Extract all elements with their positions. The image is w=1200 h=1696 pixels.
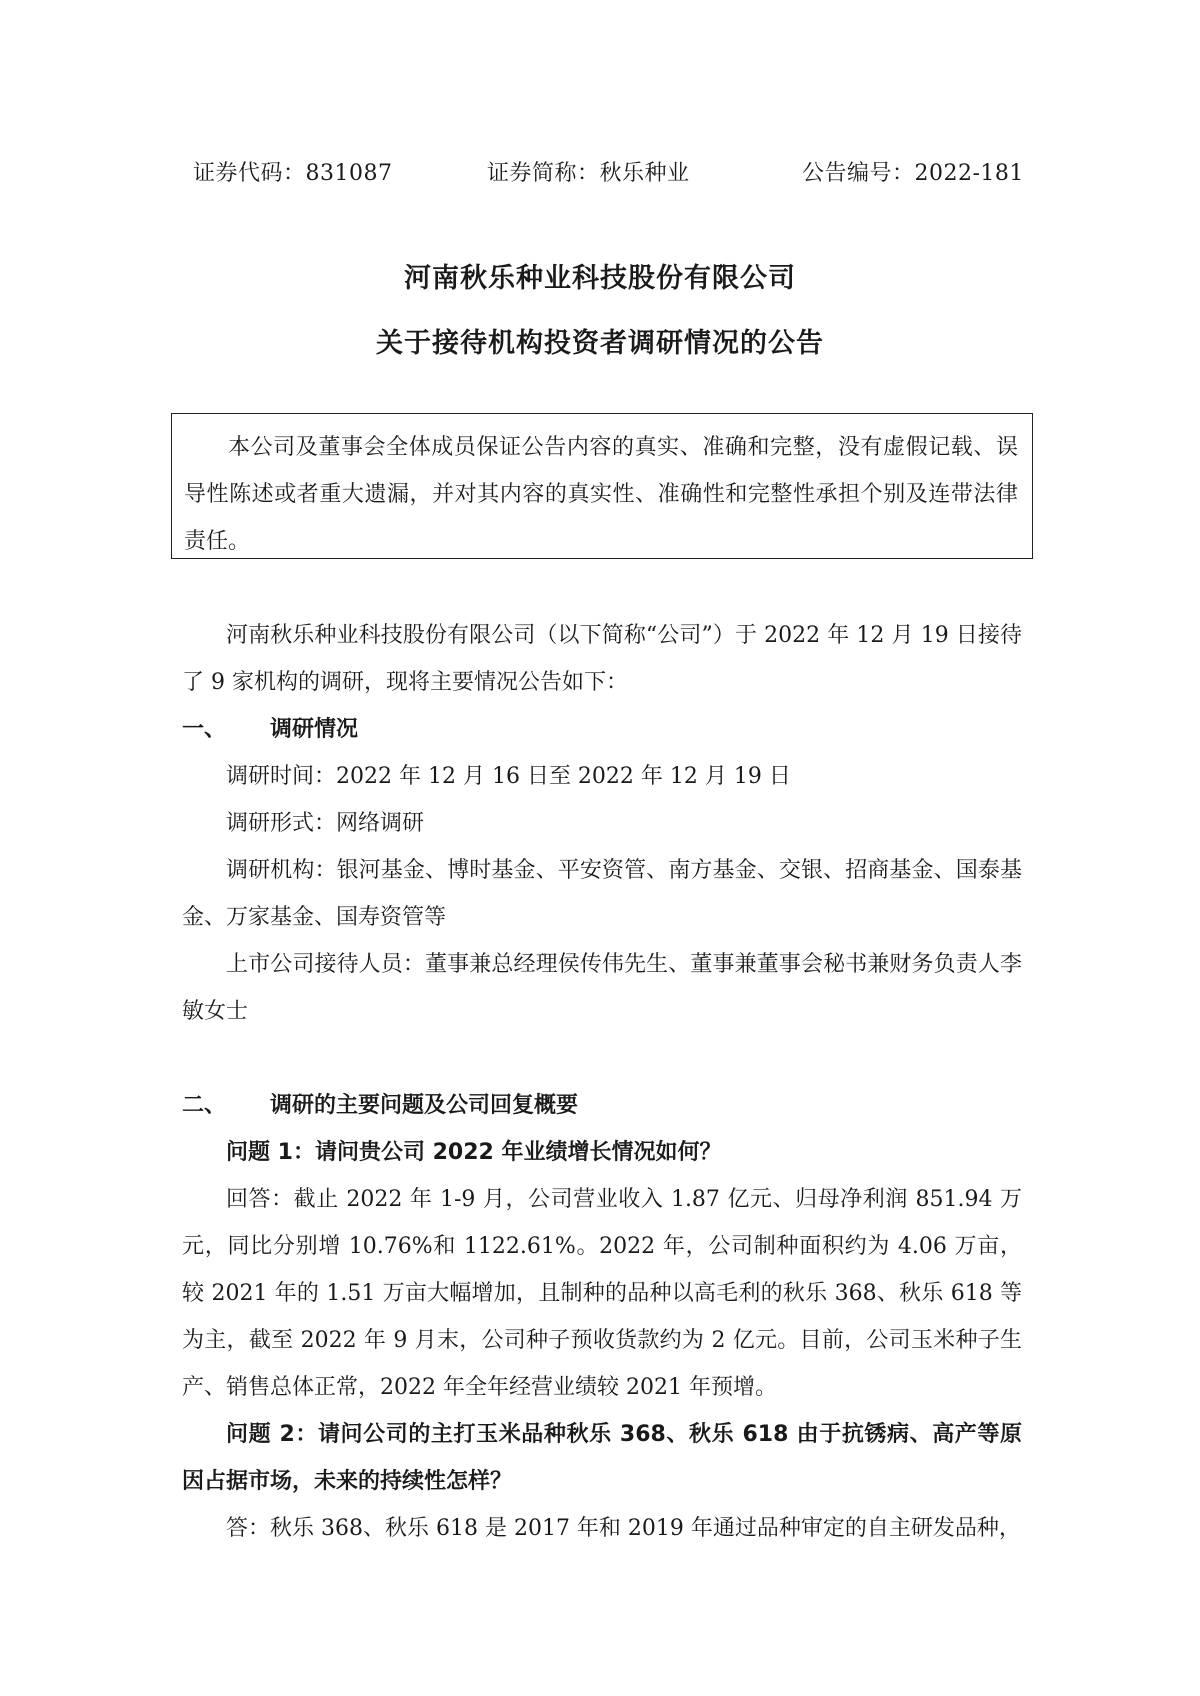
section-number: 二、: [182, 1093, 227, 1118]
section-heading-1: [182, 706, 1022, 753]
section-number: 一、: [182, 717, 227, 742]
research-institutions: 调研机构：银河基金、博时基金、平安资管、南方基金、交银、招商基金、国泰基金、万家基金、国寿资管等: [182, 858, 1022, 930]
document-header: [0, 156, 1200, 196]
answer-2: 答：秋乐 368、秋乐 618 是 2017 年和 2019 年通过品种审定的自主研发品种，: [226, 1516, 1021, 1541]
security-code: 证券代码：831087: [193, 161, 393, 186]
intro-paragraph: 河南秋乐种业科技股份有限公司（以下简称“公司”）于 2022 年 12 月 19 日接待了 9 家机构的调研，现将主要情况公告如下：: [182, 623, 1022, 695]
section-title: 调研情况: [270, 717, 359, 742]
question-2: 问题 2：请问公司的主打玉米品种秋乐 368、秋乐 618 由于抗锈病、高产等原因占据市场，未来的持续性怎样？: [182, 1422, 1022, 1494]
announcement-body: [182, 612, 1022, 1552]
disclaimer-box: 本公司及董事会全体成员保证公告内容的真实、准确和完整，没有虚假记载、误导性陈述或者重大遗漏，并对其内容的真实性、准确性和完整性承担个别及连带法律责任。: [171, 413, 1033, 559]
section-heading-2: [182, 1082, 1022, 1129]
question-1: 问题 1：请问贵公司 2022 年业绩增长情况如何？: [226, 1140, 722, 1165]
announcement-number: 公告编号：2022-181: [802, 161, 1024, 186]
reception-staff: 上市公司接待人员：董事兼总经理侯传伟先生、董事兼董事会秘书兼财务负责人李敏女士: [182, 952, 1022, 1024]
security-abbreviation: 证券简称：秋乐种业: [487, 161, 690, 186]
research-form: 调研形式：网络调研: [226, 811, 425, 836]
section-title: 调研的主要问题及公司回复概要: [270, 1093, 579, 1118]
announcement-title: 关于接待机构投资者调研情况的公告: [376, 328, 824, 359]
spacer: [182, 1035, 1022, 1082]
company-title: 河南秋乐种业科技股份有限公司: [404, 263, 796, 294]
research-time: 调研时间：2022 年 12 月 16 日至 2022 年 12 月 19 日: [226, 764, 791, 789]
answer-1: 回答：截止 2022 年 1-9 月，公司营业收入 1.87 亿元、归母净利润 851.94 万元，同比分别增 10.76%和 1122.61%。2022 年，公司制种面积约为 4.06 万亩，较 2021 年的 1.51 万亩大幅增加，且制种的品种以高毛利的秋乐 368、秋乐 618 等为主，截至 2022 年 9 月末，公司种子预收货款约为 2 亿元。目前，公司玉米种子生产、销售总体正常，2022 年全年经营业绩较 2021 年预增。: [182, 1187, 1022, 1400]
